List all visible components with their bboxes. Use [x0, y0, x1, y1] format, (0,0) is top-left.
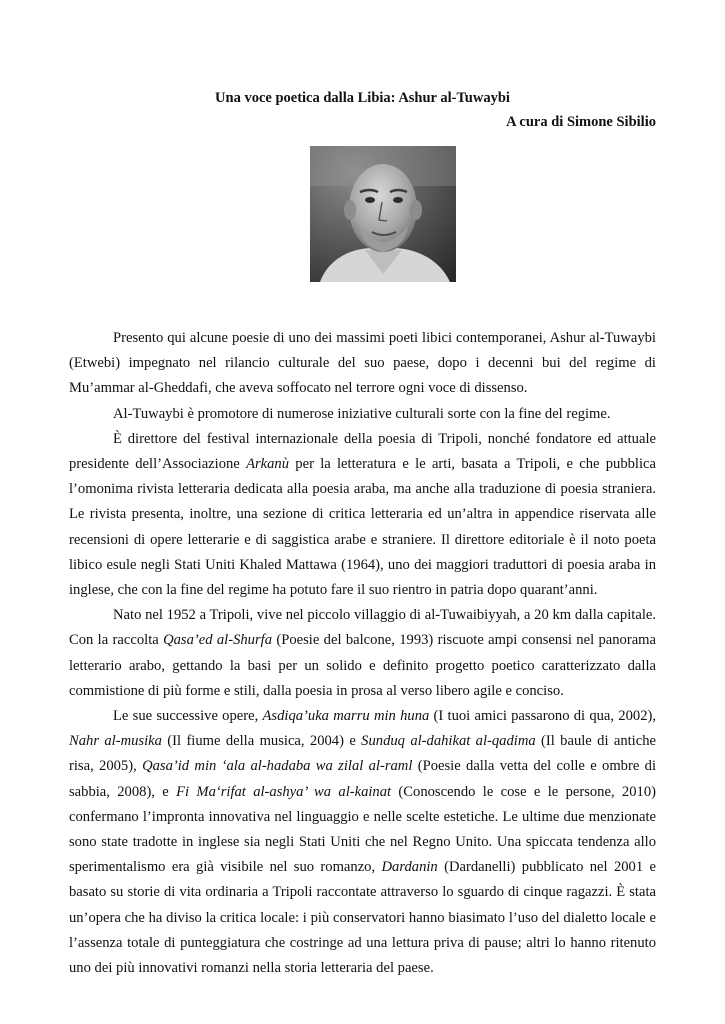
book-title-italic: Nahr al-musika [69, 733, 162, 750]
paragraph-1: Presento qui alcune poesie di uno dei massimi poeti libici contemporanei, Ashur al-Tuwaybi (Etwebi) impegnato nel rilancio culturale del suo paese, dopo i decenni bui del regime di Mu’ammar al-Gheddafi, che aveva soffocato nel terrore ogni voce di dissenso. [69, 330, 656, 397]
text-span: È direttore del festival internazionale della poesia di Tripoli, nonché fondatore ed attuale presidente dell’Associazione [69, 430, 656, 473]
text-span: (I tuoi amici passarono di qua, 2002), [429, 708, 656, 725]
text-span: (Poesie del balcone, 1993) riscuote ampi consensi nel panorama letterario arabo, gettando la basi per un solido e definito progetto poetico caratterizzato dalla commistione di più forme e stili, dalla poesia in prosa al verso libero agile e conciso. [69, 632, 656, 699]
book-title-italic: Sunduq al-dahikat al-qadima [361, 733, 536, 750]
article-body [69, 326, 656, 981]
text-span: (Il fiume della musica, 2004) e [161, 733, 362, 750]
paragraph-5 [69, 704, 656, 981]
book-title-italic: Qasa’id min ‘ala al-hadaba wa zilal al-raml [142, 758, 413, 775]
text-span: per la letteratura e le arti, basata a Tripoli, e che pubblica l’omonima rivista letteraria dedicata alla poesia araba, ma anche alla traduzione di poesia straniera. Le rivista presenta, inoltre, una sezione di critica letteraria ed un’altra in appendice riservata alle recensioni di opere letterarie e di saggistica arabe e straniere. Il direttore editoriale è il noto poeta libico esule negli Stati Uniti Khaled Mattawa (1964), uno dei maggiori traduttori di poesia araba in inglese, che con la fine del regime ha potuto fare il suo rientro in patria dopo quarant’anni. [69, 456, 656, 599]
novel-title-italic: Dardanin [381, 859, 438, 876]
book-title-italic: Qasa’ed al-Shurfa [163, 632, 273, 649]
book-title-italic: Asdiqa’uka marru min huna [262, 708, 430, 725]
curator-credit: A cura di Simone Sibilio [506, 114, 656, 130]
text-span: Le sue successive opere, [113, 708, 263, 725]
text-span: (Dardanelli) pubblicato nel 2001 e basato su storie di vita ordinaria a Tripoli raccontate attraverso lo sguardo di cinque ragazzi. È stata un’opera che ha diviso la critica locale: i più conservatori hanno biasimato l’uso del dialetto locale e l’assenza totale di punteggiatura che costringe ad una lettura priva di pause; altri lo hanno ritenuto uno dei più innovativi romanzi nella storia letteraria del paese. [69, 859, 656, 977]
text-span: Nato nel 1952 a Tripoli, vive nel piccolo villaggio di al-Tuwaibiyyah, a 20 km dalla capitale. Con la raccolta [69, 607, 656, 649]
paragraph-2: Al-Tuwaybi è promotore di numerose iniziative culturali sorte con la fine del regime. [113, 405, 611, 422]
text-span: (Il baule di antiche risa, 2005), [69, 733, 656, 775]
document-title: Una voce poetica dalla Libia: Ashur al-Tuwaybi [215, 90, 510, 106]
text-span: (Poesie dalla vetta del colle e ombre di sabbia, 2008), e [69, 758, 656, 800]
book-title-italic: Fi Ma‘rifat al-ashya’ wa al-kainat [176, 783, 392, 800]
journal-title-italic: Arkanù [246, 456, 290, 473]
paragraph-3 [69, 427, 656, 603]
author-portrait-photo [310, 146, 456, 282]
text-span: (Conoscendo le cose e le persone, 2010) confermano l’impronta innovativa nel linguaggio e nelle scelte estetiche. Le ultime due menzionate sono state tradotte in inglese sia negli Stati Uniti che nel Regno Unito. Una spiccata tendenza allo sperimentalismo era già visibile nel suo romanzo, [69, 783, 656, 876]
paragraph-4 [69, 603, 656, 704]
